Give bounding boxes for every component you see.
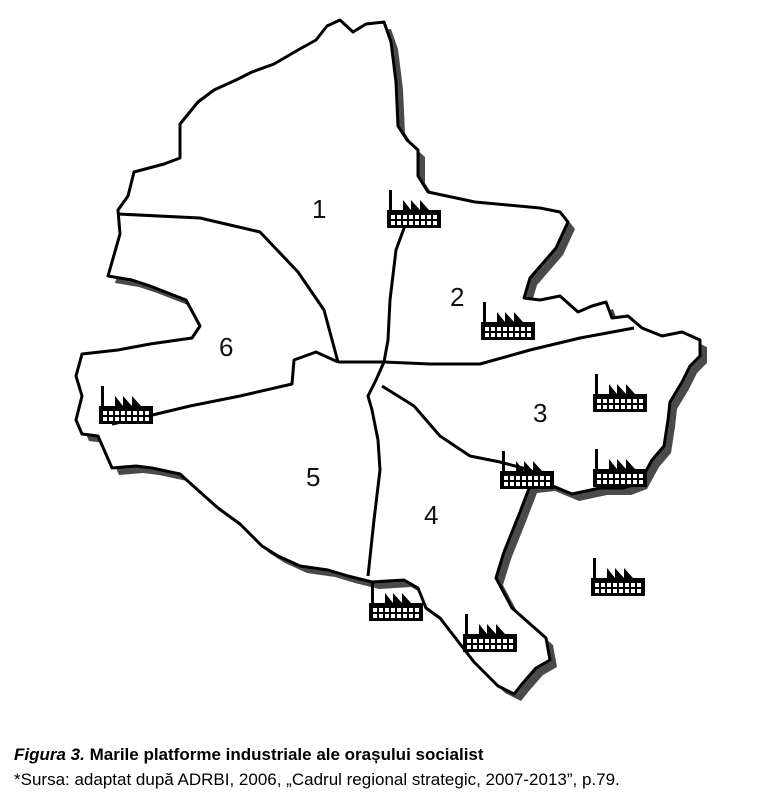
sector-label-4: 4 [424, 500, 439, 530]
sector-label-3: 3 [533, 398, 548, 428]
figure-title: Marile platforme industriale ale orașului socialist [89, 745, 484, 764]
caption-title-line [14, 743, 759, 767]
sector-label-1: 1 [312, 194, 327, 224]
factory-icon [591, 558, 645, 596]
figure-caption [14, 743, 759, 793]
sector-label-5: 5 [306, 462, 321, 492]
sector-label-2: 2 [450, 282, 465, 312]
figure-source: *Sursa: adaptat după ADRBI, 2006, „Cadrul regional strategic, 2007-2013”, p.79. [14, 770, 620, 789]
sector-label-6: 6 [219, 332, 234, 362]
figure-label: Figura 3. [14, 745, 85, 764]
